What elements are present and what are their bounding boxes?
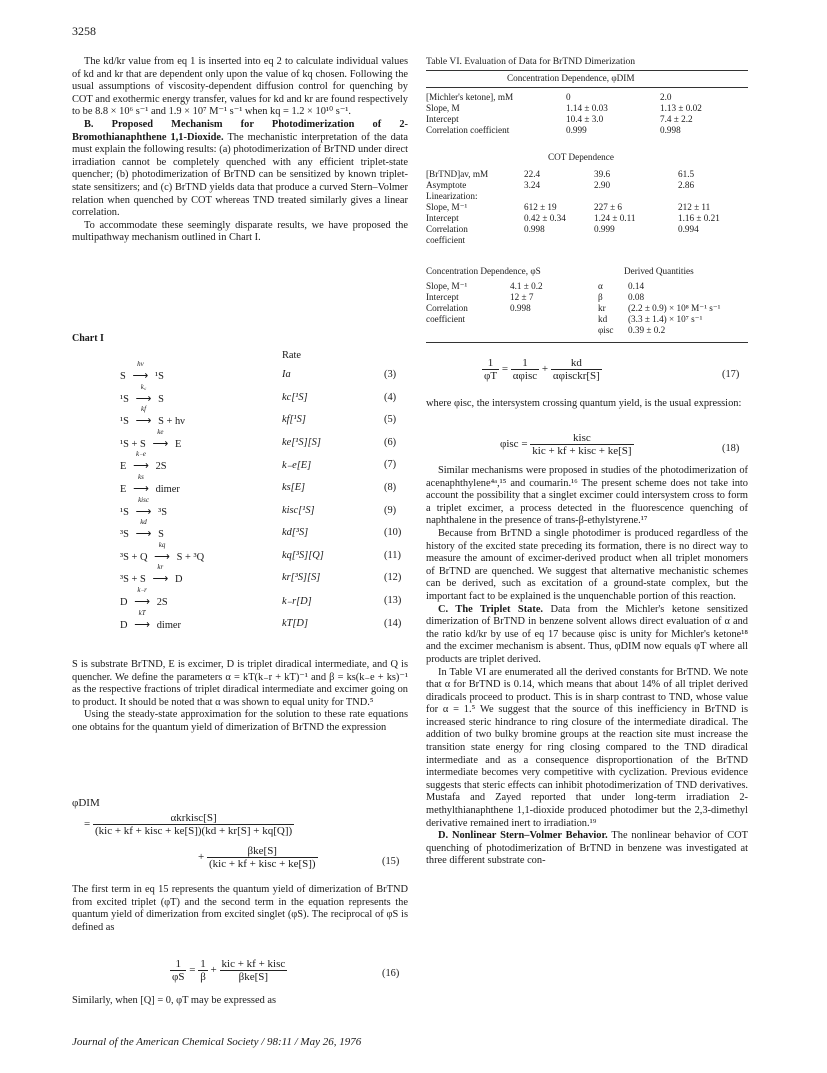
reaction-arrow-icon: hν ⟶ bbox=[128, 369, 152, 382]
equation-number: (12) bbox=[384, 572, 402, 584]
section-d-heading: D. Nonlinear Stern–Volmer Behavior. bbox=[438, 830, 608, 842]
reaction-reactants: S bbox=[120, 371, 126, 382]
section-d-paragraph bbox=[426, 830, 748, 868]
rate-constant-label: k₋e bbox=[136, 450, 146, 459]
reaction-arrow-icon: ke ⟶ bbox=[148, 437, 172, 450]
eq15-term1-numerator: αkrkisc[S] bbox=[93, 812, 294, 825]
table-cell: 0.998 bbox=[524, 224, 545, 234]
left-column-bottom bbox=[72, 659, 408, 735]
reaction-row bbox=[120, 405, 185, 428]
table-subheading: Derived Quantities bbox=[624, 266, 694, 276]
reaction-rate: ks[E] bbox=[282, 482, 306, 493]
reaction-products: S bbox=[158, 393, 164, 405]
table-row-label: [Michler's ketone], mM bbox=[426, 92, 514, 102]
section-b-paragraph bbox=[72, 119, 408, 220]
rate-constant-label: kT bbox=[138, 608, 146, 617]
reaction-arrow-icon: kf ⟶ bbox=[132, 414, 156, 427]
reaction-rate: kf[¹S] bbox=[282, 414, 306, 426]
reaction-reactants: ³S + S bbox=[120, 574, 146, 586]
equation-number: (4) bbox=[384, 391, 397, 403]
reaction-products: S bbox=[158, 529, 164, 541]
rate-constant-label: kisc bbox=[138, 495, 149, 504]
table-cell: 0.39 ± 0.2 bbox=[628, 325, 666, 335]
reaction-arrow-icon: kr ⟶ bbox=[148, 572, 172, 585]
eq15-term1-denominator: (kic + kf + kisc + ke[S])(kd + kr[S] + kq[Q]) bbox=[94, 825, 293, 837]
left-column-eq15-text bbox=[72, 884, 408, 934]
eq18-numerator: kisc bbox=[530, 432, 633, 445]
equation-number: (9) bbox=[384, 504, 397, 516]
eq18-denominator: kic + kf + kisc + ke[S] bbox=[532, 445, 632, 457]
rate-header: Rate bbox=[282, 350, 302, 361]
table-cell: 1.14 ± 0.03 bbox=[566, 103, 608, 113]
table-cell: 0.08 bbox=[628, 292, 645, 302]
reaction-products: E bbox=[174, 438, 182, 450]
table-row-label: Correlation coefficient bbox=[426, 125, 510, 135]
section-d-text: The nonlinear behavior of COT quenching of photodimerization of BrTND in benzene was investigated at three different substrate con- bbox=[426, 830, 748, 867]
paragraph: Because from BrTND a single photodimer is produced regardless of the history of the excited state preceding its formation, there is no direct way to measure the amount of excimer-derived product when all triplet monomers of BrTND are quenched. We suggest that alternative mechanistic schemes can be derived, such as excitation of a ground-state complex, but the important fact to be explained is the unquenchable portion of this reaction. bbox=[426, 527, 748, 602]
table-cell: 1.24 ± 0.11 bbox=[594, 213, 636, 223]
table-cell: (3.3 ± 1.4) × 10⁷ s⁻¹ bbox=[628, 314, 703, 324]
equation-number: (8) bbox=[384, 482, 397, 493]
equation-number: (14) bbox=[384, 617, 402, 629]
section-b-text: The mechanistic interpretation of the data must explain the following results: (a) photodimerization of BrTND under direct irradiation cannot be completely quenched with any efficient triplet-state quencher; (b) photodimerization of BrTND can be sensitized by known triplet-state sensitizers; and (c) BrTND yields data that produce a curved Stern–Volmer relation when quenched by COT whereas TND treated similarly gives a linear correlation. bbox=[72, 131, 408, 219]
table-cell: 0 bbox=[566, 92, 571, 102]
table-rule bbox=[426, 342, 748, 343]
eq17-r1-denominator: αφisc bbox=[512, 370, 538, 382]
journal-footer: Journal of the American Chemical Society / 98:11 / May 26, 1976 bbox=[72, 1036, 362, 1048]
reaction-row bbox=[120, 586, 168, 608]
reaction-rate: k₋e[E] bbox=[282, 460, 312, 472]
right-column-body bbox=[426, 465, 748, 868]
eq16-r2-numerator: kic + kf + kisc bbox=[221, 958, 286, 970]
reaction-reactants: ¹S bbox=[120, 416, 129, 428]
rate-constant-label: ke bbox=[157, 427, 164, 436]
equation-number: (5) bbox=[384, 414, 397, 426]
table-row-label: Correlation bbox=[426, 303, 468, 313]
eq16-lhs-denominator: φS bbox=[172, 971, 185, 983]
table-row-label: coefficient bbox=[426, 235, 466, 245]
table-cell: 1.16 ± 0.21 bbox=[678, 213, 720, 223]
eq16-r2-denominator: βke[S] bbox=[238, 971, 269, 983]
table-cell: 2.90 bbox=[594, 180, 611, 190]
reaction-reactants: ¹S bbox=[120, 506, 129, 518]
reaction-reactants: E bbox=[120, 461, 127, 473]
table-row-label: Correlation bbox=[426, 224, 468, 234]
reaction-arrow-icon: kd ⟶ bbox=[132, 527, 156, 540]
reaction-rate: kisc[¹S] bbox=[282, 504, 315, 516]
table-cell: 0.999 bbox=[566, 125, 587, 135]
chart-label: Chart I bbox=[72, 333, 104, 344]
table-row-label: Slope, M bbox=[426, 103, 460, 113]
table-cell: 0.14 bbox=[628, 281, 645, 291]
section-c-text: Data from the Michler's ketone sensitized dimerization of BrTND in benzene solvent allows direct evaluation of α and the ratio kd/kr by use of eq 17 because φisc is unity for Michler's ketone¹⁸ and the excimer mechanism is absent. Thus, φDIM now equals φT where all products are triplet derived. bbox=[426, 603, 749, 665]
table-cell: kr bbox=[598, 303, 606, 313]
equation-17: $\frac{1}{\varphi T}$ = $\frac{1}{\text{αφisc}}$ + $\frac{kd}{\text{αφisckr[S]}}$ bbox=[484, 357, 600, 382]
table-cell: 1.13 ± 0.02 bbox=[660, 103, 702, 113]
section-c-heading: C. The Triplet State. bbox=[438, 603, 544, 615]
reaction-reactants: D bbox=[120, 597, 128, 608]
reaction-reactants: ³S + Q bbox=[120, 551, 148, 563]
table-cell: 612 ± 19 bbox=[524, 202, 557, 212]
paragraph: Using the steady-state approximation for the solution to these rate equations one obtains for the quantum yield of dimerization of BrTND the expression bbox=[72, 709, 408, 733]
table-cell: 61.5 bbox=[678, 169, 695, 179]
reaction-products: S + hν bbox=[158, 416, 185, 428]
eq15-term2-numerator: βke[S] bbox=[207, 845, 318, 858]
reaction-rate: kr[³S][S] bbox=[282, 572, 321, 584]
table-cell: 10.4 ± 3.0 bbox=[566, 114, 604, 124]
reaction-rate: kq[³S][Q] bbox=[282, 549, 324, 561]
table-row-label: Slope, M⁻¹ bbox=[426, 202, 468, 212]
paragraph: The kd/kr value from eq 1 is inserted into eq 2 to calculate individual values of kd and kr that are dependent only upon the value of kq chosen. Following the usual assumptions of viscosity-dependent diffusion control for quenching by COT and exothermic energy transfer, values for kd and kr are found respectively to be 8.8 × 10⁶ s⁻¹ and 1.9 × 10⁷ M⁻¹ s⁻¹ when kq = 1.2 × 10¹⁰ s⁻¹. bbox=[72, 56, 408, 118]
table-cell: 7.4 ± 2.2 bbox=[660, 114, 693, 124]
table-cell: 22.4 bbox=[524, 169, 541, 179]
equation-15-term2: + $\frac{\text{βke[S]}}{\text{(kic + kf + kisc + ke[S])}}$ bbox=[198, 845, 316, 870]
equation-number: (3) bbox=[384, 369, 397, 380]
table-cell: 2.86 bbox=[678, 180, 695, 190]
equation-15-number: (15) bbox=[382, 856, 400, 867]
reaction-row bbox=[120, 540, 205, 563]
reaction-products: 2S bbox=[155, 461, 167, 473]
table-cell: 0.994 bbox=[678, 224, 699, 234]
table-row-label: coefficient bbox=[426, 314, 466, 324]
paragraph: where φisc, the intersystem crossing quantum yield, is the usual expression: bbox=[426, 398, 742, 409]
reaction-row bbox=[120, 608, 181, 631]
reaction-reactants: ¹S + S bbox=[120, 438, 146, 450]
equation-number: (11) bbox=[384, 549, 401, 561]
table-subheading: Concentration Dependence, φDIM bbox=[507, 73, 635, 83]
rate-constant-label: k₋r bbox=[137, 586, 147, 594]
section-c-paragraph bbox=[426, 604, 748, 667]
table-cell: φisc bbox=[598, 325, 614, 335]
eq17-lhs-denominator: φT bbox=[484, 370, 498, 382]
table-row-label: Intercept bbox=[426, 292, 459, 302]
reaction-reactants: ¹S bbox=[120, 393, 129, 405]
reaction-rate: kT[D] bbox=[282, 617, 308, 629]
rate-constant-label: kr bbox=[157, 563, 164, 572]
reaction-reactants: D bbox=[120, 619, 128, 631]
rate-constant-label: ks bbox=[138, 473, 144, 481]
rate-constant-label: k꜀ bbox=[140, 382, 147, 391]
phi-dim-label: φDIM bbox=[72, 797, 100, 809]
table-cell: 0.998 bbox=[510, 303, 531, 313]
reaction-row bbox=[120, 427, 182, 450]
section-b-heading: B. Proposed Mechanism for Photodimerization of 2-Bromothianaphthene 1,1-Dioxide. bbox=[72, 118, 408, 143]
paragraph: Similarly, when [Q] = 0, φT may be expressed as bbox=[72, 995, 277, 1006]
table-cell: 0.999 bbox=[594, 224, 615, 234]
table-row-label: Asymptote bbox=[426, 180, 467, 190]
equation-17-number: (17) bbox=[722, 369, 740, 380]
reaction-products: dimer bbox=[155, 484, 180, 495]
table-cell: kd bbox=[598, 314, 608, 324]
table-cell: 0.42 ± 0.34 bbox=[524, 213, 566, 223]
equation-number: (10) bbox=[384, 527, 402, 539]
table-cell: 227 ± 6 bbox=[594, 202, 623, 212]
reaction-row bbox=[120, 518, 164, 541]
table-subheading: Concentration Dependence, φS bbox=[426, 266, 541, 276]
reaction-rate: kc[¹S] bbox=[282, 391, 308, 403]
table-cell: 2.0 bbox=[660, 92, 672, 102]
reaction-arrow-icon: k₋e ⟶ bbox=[129, 459, 153, 472]
page-number: 3258 bbox=[72, 24, 96, 38]
eq18-lhs: φisc = bbox=[500, 438, 528, 451]
reaction-row bbox=[120, 563, 183, 586]
paragraph: S is substrate BrTND, E is excimer, D is triplet diradical intermediate, and Q is quencher. We define the parameters α = kT(k₋r + kT)⁻¹ and β = ks(k₋e + ks)⁻¹ as the respective fractions of triplet diradical intermediate and excimer going on to product. It should be noted that α was shown to equal unity for TND.⁵ bbox=[72, 659, 408, 708]
paragraph: The first term in eq 15 represents the quantum yield of dimerization of BrTND from excited triplet (φT) and the second term in the equation represents the quantum yield of dimerization from excited singlet (φS). The reciprocal of φS is defined as bbox=[72, 884, 408, 933]
equation-16-number: (16) bbox=[382, 968, 400, 979]
table-rule bbox=[426, 87, 748, 88]
table-cell: 3.24 bbox=[524, 180, 541, 190]
table-vi bbox=[426, 56, 748, 67]
rate-constant-label: hν bbox=[137, 360, 144, 368]
reaction-reactants: E bbox=[120, 484, 127, 495]
equation-number: (7) bbox=[384, 459, 397, 471]
reaction-row bbox=[120, 450, 167, 473]
paragraph: In Table VI are enumerated all the derived constants for BrTND. We note that α for BrTND is 0.14, which means that about 14% of all triplet derived diradicals proceed to product. This is in sharp contrast to TND, whose value for α = 1.⁵ We suggest that the source of this inefficiency in BrTND is increased steric hindrance to ring closure of the intermediate diradical. The addition of two bulky bromine groups at the reaction site must increase the transition state energy for ring closing compared to the TND diradical intermediate and as a consequence disproportionation of the BrTND intermediate becomes very competitive with cyclization. Previous evidence suggests that steric effects can inhibit photodimerization of TND derivatives. Mustafa and Zayed reported that under long-term irradiation 2-methylthianaphthene 1,1-dioxide produced photodimer but the 2,3-dimethyl derivative remained inert to irradiation.¹⁹ bbox=[426, 666, 748, 829]
table-cell: 39.6 bbox=[594, 169, 611, 179]
reaction-products: 2S bbox=[156, 597, 168, 608]
table-rule bbox=[426, 70, 748, 71]
equation-18-number: (18) bbox=[722, 443, 740, 454]
reaction-products: D bbox=[174, 574, 183, 586]
table-row-label: Linearization: bbox=[426, 191, 478, 201]
eq17-r2-numerator: kd bbox=[551, 357, 602, 370]
reaction-row bbox=[120, 473, 180, 495]
equation-15-term1: = $\frac{\text{αkrkisc[S]}}{\text{(kic + kf + kisc + ke[S])(kd + kr[S] + kq[Q])}}$ bbox=[84, 812, 293, 837]
reaction-row bbox=[120, 360, 164, 382]
table-row-label: Intercept bbox=[426, 213, 459, 223]
table-cell: (2.2 ± 0.9) × 10⁸ M⁻¹ s⁻¹ bbox=[628, 303, 721, 313]
rate-constant-label: kd bbox=[140, 518, 147, 527]
paragraph: Similar mechanisms were proposed in studies of the photodimerization of acenaphthylene⁴ᵃ,¹⁵ and coumarin.¹⁶ The present scheme does not take into account the possibility that a singlet excimer could intersystem cross to form a triplet excimer, a process detected in the fluorescence quenching of naphthalene in the presence of trans-β-ethylstyrene.¹⁷ bbox=[426, 465, 748, 527]
table-caption: Table VI. Evaluation of Data for BrTND Dimerization bbox=[426, 56, 636, 67]
reaction-rate: ke[¹S][S] bbox=[282, 436, 321, 448]
rate-constant-label: kq bbox=[158, 540, 166, 549]
right-column-eq17-text bbox=[426, 398, 748, 411]
reaction-rate: k₋r[D] bbox=[282, 596, 312, 607]
reaction-products: ¹S bbox=[155, 371, 164, 382]
equation-16: $\frac{1}{\varphi S}$ = $\frac{1}{\beta}$ + $\frac{\text{kic + kf + kisc}}{\text{βke[S]}}$ bbox=[172, 958, 286, 983]
reaction-reactants: ³S bbox=[120, 529, 129, 541]
rate-constant-label: kf bbox=[140, 405, 147, 414]
table-cell: 4.1 ± 0.2 bbox=[510, 281, 543, 291]
table-row-label: Intercept bbox=[426, 114, 459, 124]
table-cell: β bbox=[598, 292, 603, 302]
reaction-arrow-icon: kisc ⟶ bbox=[132, 505, 156, 518]
reaction-arrow-icon: kq ⟶ bbox=[150, 550, 174, 563]
eq17-r2-denominator: αφisckr[S] bbox=[552, 370, 600, 382]
equation-number: (13) bbox=[384, 595, 402, 606]
reaction-products: dimer bbox=[156, 619, 181, 631]
table-cell: 212 ± 11 bbox=[678, 202, 711, 212]
eq15-term2-denominator: (kic + kf + kisc + ke[S]) bbox=[208, 858, 316, 870]
paragraph: To accommodate these seemingly disparate results, we have proposed the multipathway mechanism outlined in Chart I. bbox=[72, 219, 408, 244]
eq16-r1-denominator: β bbox=[200, 971, 206, 983]
reaction-arrow-icon: k₋r ⟶ bbox=[130, 595, 154, 608]
table-subheading: COT Dependence bbox=[548, 152, 614, 162]
reaction-products: S + ³Q bbox=[176, 551, 205, 563]
reaction-row bbox=[120, 495, 168, 518]
table-row-label: Slope, M⁻¹ bbox=[426, 281, 468, 291]
reaction-arrow-icon: ks ⟶ bbox=[129, 482, 153, 495]
reaction-row bbox=[120, 382, 164, 405]
reaction-arrow-icon: kT ⟶ bbox=[130, 618, 154, 631]
left-column-top bbox=[72, 56, 408, 245]
table-row-label: [BrTND]av, mM bbox=[426, 169, 489, 179]
reaction-products: ³S bbox=[158, 506, 168, 518]
equation-18 bbox=[500, 432, 634, 457]
table-cell: α bbox=[598, 281, 603, 291]
reaction-rate: Ia bbox=[282, 369, 291, 380]
equation-number: (6) bbox=[384, 436, 397, 448]
left-column-end bbox=[72, 995, 408, 1008]
reaction-arrow-icon: k꜀ ⟶ bbox=[132, 392, 156, 405]
table-cell: 0.998 bbox=[660, 125, 681, 135]
table-cell: 12 ± 7 bbox=[510, 292, 534, 302]
reaction-rate: kd[³S] bbox=[282, 527, 309, 539]
